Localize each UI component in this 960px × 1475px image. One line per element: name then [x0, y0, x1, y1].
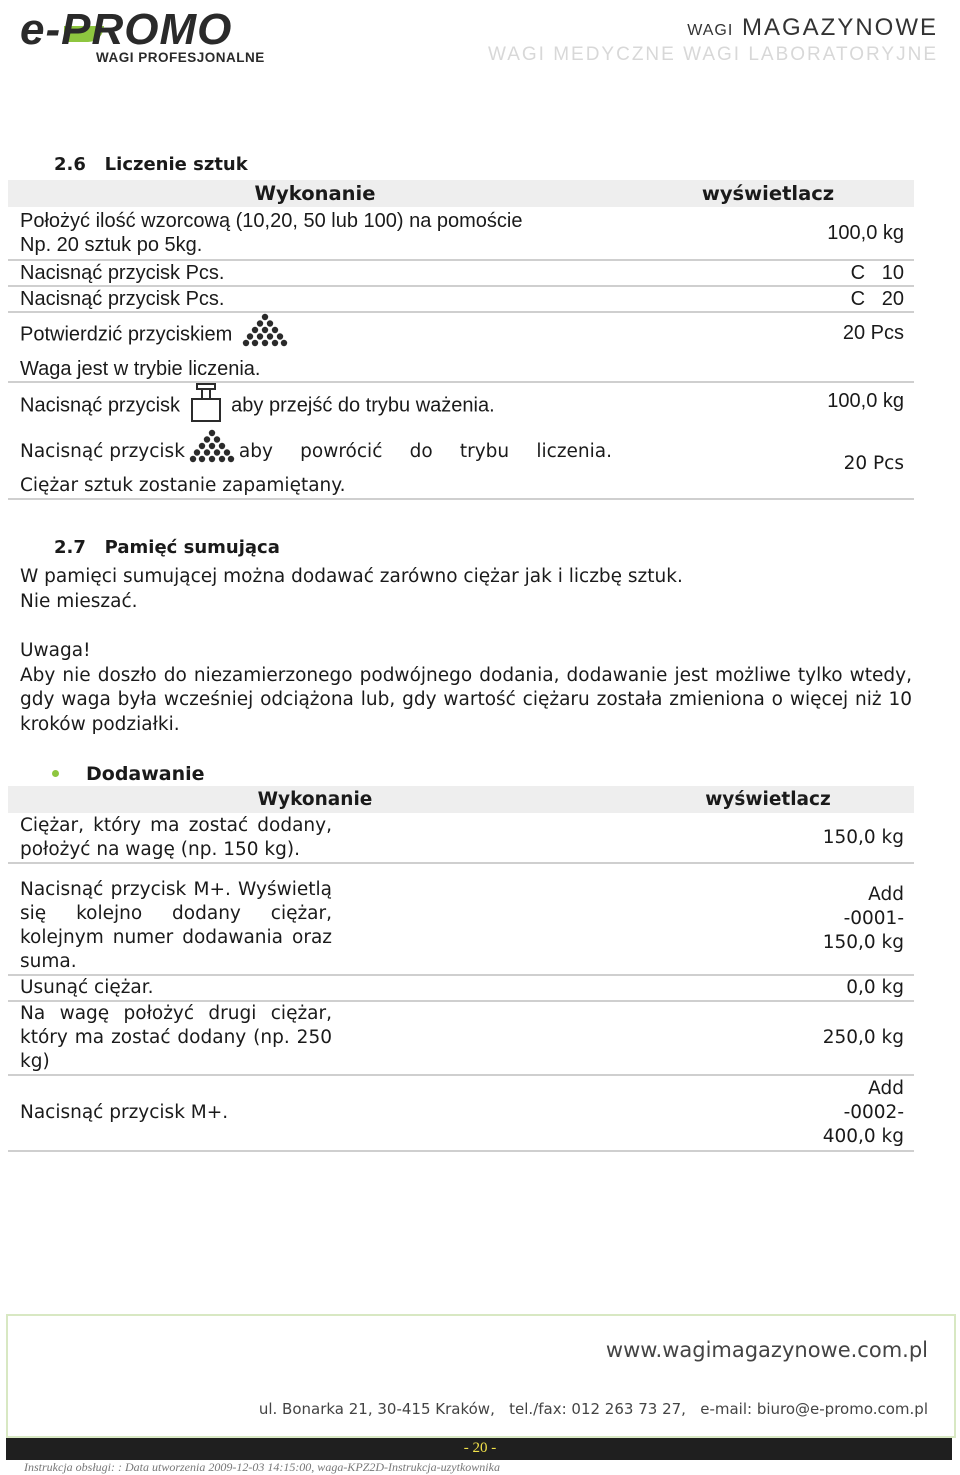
- action-line: Nacisnąć przycisk: [20, 440, 185, 462]
- display-cell: 20 Pcs: [622, 429, 914, 499]
- display-cell: [622, 1075, 914, 1151]
- col-header-display: wyświetlacz: [622, 180, 914, 207]
- action-cell: Usunąć ciężar.: [8, 975, 622, 1001]
- table-header-row: [8, 786, 914, 813]
- table-row: [8, 312, 914, 382]
- col-header-action: Wykonanie: [8, 786, 622, 813]
- header-right-line2: WAGI MEDYCZNE WAGI LABORATORYJNE: [487, 44, 938, 65]
- warning-block: [20, 639, 912, 737]
- bullet-icon: [52, 770, 59, 777]
- action-cell: [8, 207, 622, 260]
- display-cell: 100,0 kg: [827, 390, 904, 412]
- action-line: aby powrócić do trybu liczenia.: [238, 440, 612, 462]
- display-line: Add: [868, 1078, 904, 1099]
- display-line: 400,0 kg: [822, 1126, 904, 1147]
- action-line: Położyć ilość wzorcową (10,20, 50 lub 100) na pomoście: [20, 210, 523, 232]
- header-right-small: WAGI: [687, 22, 734, 39]
- table-row: [8, 207, 914, 260]
- adding-title: Dodawanie: [86, 763, 205, 785]
- section-2-7-text: [20, 565, 912, 614]
- warning-title: Uwaga!: [20, 640, 91, 661]
- action-line: Nacisnąć przycisk: [20, 394, 181, 417]
- section-title-2-6: 2.6 Liczenie sztuk: [54, 154, 248, 175]
- display-cell: 100,0 kg: [622, 207, 914, 260]
- table-row: [8, 1001, 914, 1075]
- action-cell: Ciężar, który ma zostać dodany, położyć na wagę (np. 150 kg).: [8, 813, 622, 863]
- action-cell: [8, 382, 622, 429]
- logo-sub-text: WAGI PROFESJONALNE: [96, 50, 265, 65]
- action-cell: Nacisnąć przycisk M+.: [8, 1075, 622, 1151]
- pcs-pyramid-icon: [189, 429, 235, 474]
- table-row: [8, 975, 914, 1001]
- display-cell: 20 Pcs: [622, 312, 914, 382]
- action-cell: [8, 429, 622, 499]
- warning-text: Aby nie doszło do niezamierzonego podwójnego dodania, dodawanie jest możliwe tylko wtedy, gdy waga była wcześniej odciążona lub, gdy wartość ciężaru została zmieniona o więcej niż 10 kroków podziałki.: [20, 664, 912, 735]
- display-cell: 250,0 kg: [622, 1001, 914, 1075]
- page-number: - 20 -: [463, 1440, 497, 1456]
- action-cell: [8, 312, 622, 382]
- action-line: Np. 20 sztuk po 5kg.: [20, 234, 203, 256]
- table-row: [8, 260, 914, 286]
- table-row: [8, 813, 914, 863]
- action-line: Waga jest w trybie liczenia.: [20, 358, 261, 380]
- action-line: Potwierdzić przyciskiem: [20, 323, 233, 346]
- display-cell: C 10: [622, 260, 914, 286]
- footer-address: ul. Bonarka 21, 30-415 Kraków, tel./fax: 012 263 73 27, e-mail: biuro@e-promo.com.pl: [258, 1400, 928, 1418]
- display-line: -0001-: [843, 908, 904, 929]
- weight-icon: [190, 383, 222, 429]
- adding-table: [8, 786, 914, 1152]
- action-line: Ciężar sztuk zostanie zapamiętany.: [20, 475, 346, 496]
- table-row: [8, 429, 914, 499]
- table-row: [8, 863, 914, 975]
- display-cell: [622, 863, 914, 975]
- counting-table: [8, 180, 914, 500]
- paragraph: W pamięci sumującej można dodawać zarówno ciężar jak i liczbę sztuk.: [20, 566, 683, 587]
- action-cell: Nacisnąć przycisk M+. Wyświetlą się kolejno dodany ciężar, kolejnym numer dodawania oraz suma.: [8, 863, 622, 975]
- logo-main-text: e-PROMO: [20, 5, 233, 54]
- display-line: -0002-: [843, 1102, 904, 1123]
- display-line: Add: [868, 884, 904, 905]
- header-right-big: MAGAZYNOWE: [741, 14, 938, 41]
- table-row: [8, 286, 914, 312]
- col-header-action: Wykonanie: [8, 180, 622, 207]
- display-cell: C 20: [622, 286, 914, 312]
- table-header-row: [8, 180, 914, 207]
- action-cell: Nacisnąć przycisk Pcs.: [8, 286, 622, 312]
- header-brand-right: [488, 14, 938, 66]
- footer-url[interactable]: www.wagimagazynowe.com.pl: [605, 1338, 928, 1362]
- paragraph: Nie mieszać.: [20, 590, 138, 612]
- footer-note: Instrukcja obsługi: : Data utworzenia 2009-12-03 14:15:00, waga-KPZ2D-Instrukcja-uzytkownika: [24, 1460, 500, 1474]
- col-header-display: wyświetlacz: [622, 786, 914, 813]
- action-cell: Nacisnąć przycisk Pcs.: [8, 260, 622, 286]
- footer-box: [6, 1314, 956, 1438]
- display-line: 150,0 kg: [822, 932, 904, 953]
- action-line: aby przejść do trybu ważenia.: [231, 394, 495, 417]
- table-row: [8, 1075, 914, 1151]
- display-cell: 150,0 kg: [622, 813, 914, 863]
- table-row: [8, 382, 914, 429]
- action-cell: Na wagę położyć drugi ciężar, który ma zostać dodany (np. 250 kg): [8, 1001, 622, 1075]
- pcs-pyramid-icon: [242, 313, 288, 357]
- display-cell: 0,0 kg: [622, 975, 914, 1001]
- brand-logo: [20, 5, 320, 68]
- section-title-2-7: 2.7 Pamięć sumująca: [54, 537, 280, 558]
